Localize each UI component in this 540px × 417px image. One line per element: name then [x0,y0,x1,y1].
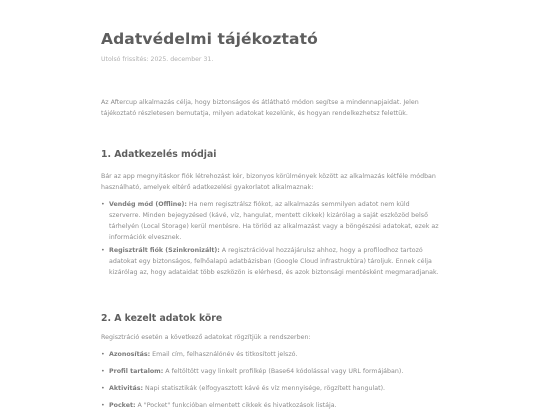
section-1-paragraph: Bár az app megnyitáskor fiók létrehozást kér, bizonyos körülmények között az alkalmazás kétféle módban használható, amelyek eltérő adatkezelési gyakorlatot alkalmaznak: [101,173,436,191]
list-item-text: A "Pocket" funkcióban elmentett cikkek és hivatkozások listája. [135,402,337,409]
last-updated-date: Utolsó frissítés: 2025. december 31. [101,56,214,63]
list-item [101,366,439,377]
bullet-icon: • [101,385,105,392]
page-title: Adatvédelmi tájékoztató [101,30,318,48]
section-1-heading: 1. Adatkezelés módjai [101,149,217,160]
list-item-text: A regisztrációval hozzájárulsz ahhoz, hogy a profilodhoz tartozó adatokat egy biztonságos, felhőalapú adatbázisban (Google Cloud infrastruktúra) tároljuk. Ennek célja kizárólag az, hogy adataidat több eszközön is elérhesd, és azok biztonsági mentésként megmaradjanak. [109,247,439,276]
bullet-icon: • [101,351,105,358]
list-item-text: Napi statisztikák (elfogyasztott kávé és víz mennyisége, rögzített hangulat). [143,385,386,392]
section-2-list [101,349,439,417]
bullet-icon: • [101,368,105,375]
list-item-term: Regisztrált fiók (Szinkronizált): [109,247,220,254]
intro-paragraph: Az Aftercup alkalmazás célja, hogy biztonságos és átlátható módon segítse a mindennapjaidat. Jelen tájékoztató részletesen bemutatja, milyen adatokat kezelünk, és hogyan rendelkezhetsz felettük. [101,99,419,117]
list-item [101,245,439,278]
list-item-text: Ha nem regisztrálsz fiókot, az alkalmazás semmilyen adatot nem küld szerverre. Minden bejegyzésed (kávé, víz, hangulat, mentett cikkek) kizárólag a saját eszközöd belső tárhelyén (Local Storage) kerül mentésre. Ha törlöd az alkalmazást vagy a böngészési adatokat, ezek az információk elvesznek. [109,201,439,241]
list-item-term: Profil tartalom: [109,368,164,375]
list-item [101,400,439,411]
section-1-list [101,199,439,278]
list-item-term: Azonosítás: [109,351,151,358]
list-item [101,349,439,360]
bullet-icon: • [101,402,105,409]
bullet-icon: • [101,201,105,208]
section-2-heading: 2. A kezelt adatok köre [101,313,223,324]
list-item [101,383,439,394]
list-item-term: Pocket: [109,402,136,409]
list-item [101,199,439,243]
list-item-term: Vendég mód (Offline): [109,201,187,208]
list-item-text: Email cím, felhasználónév és titkosított jelszó. [150,351,298,358]
list-item-text: A feltöltött vagy linkelt profilkép (Base64 kódolással vagy URL formájában). [163,368,404,375]
list-item-term: Aktivitás: [109,385,144,392]
section-2-paragraph: Regisztráció esetén a következő adatokat rögzítjük a rendszerben: [101,334,311,341]
bullet-icon: • [101,247,105,254]
